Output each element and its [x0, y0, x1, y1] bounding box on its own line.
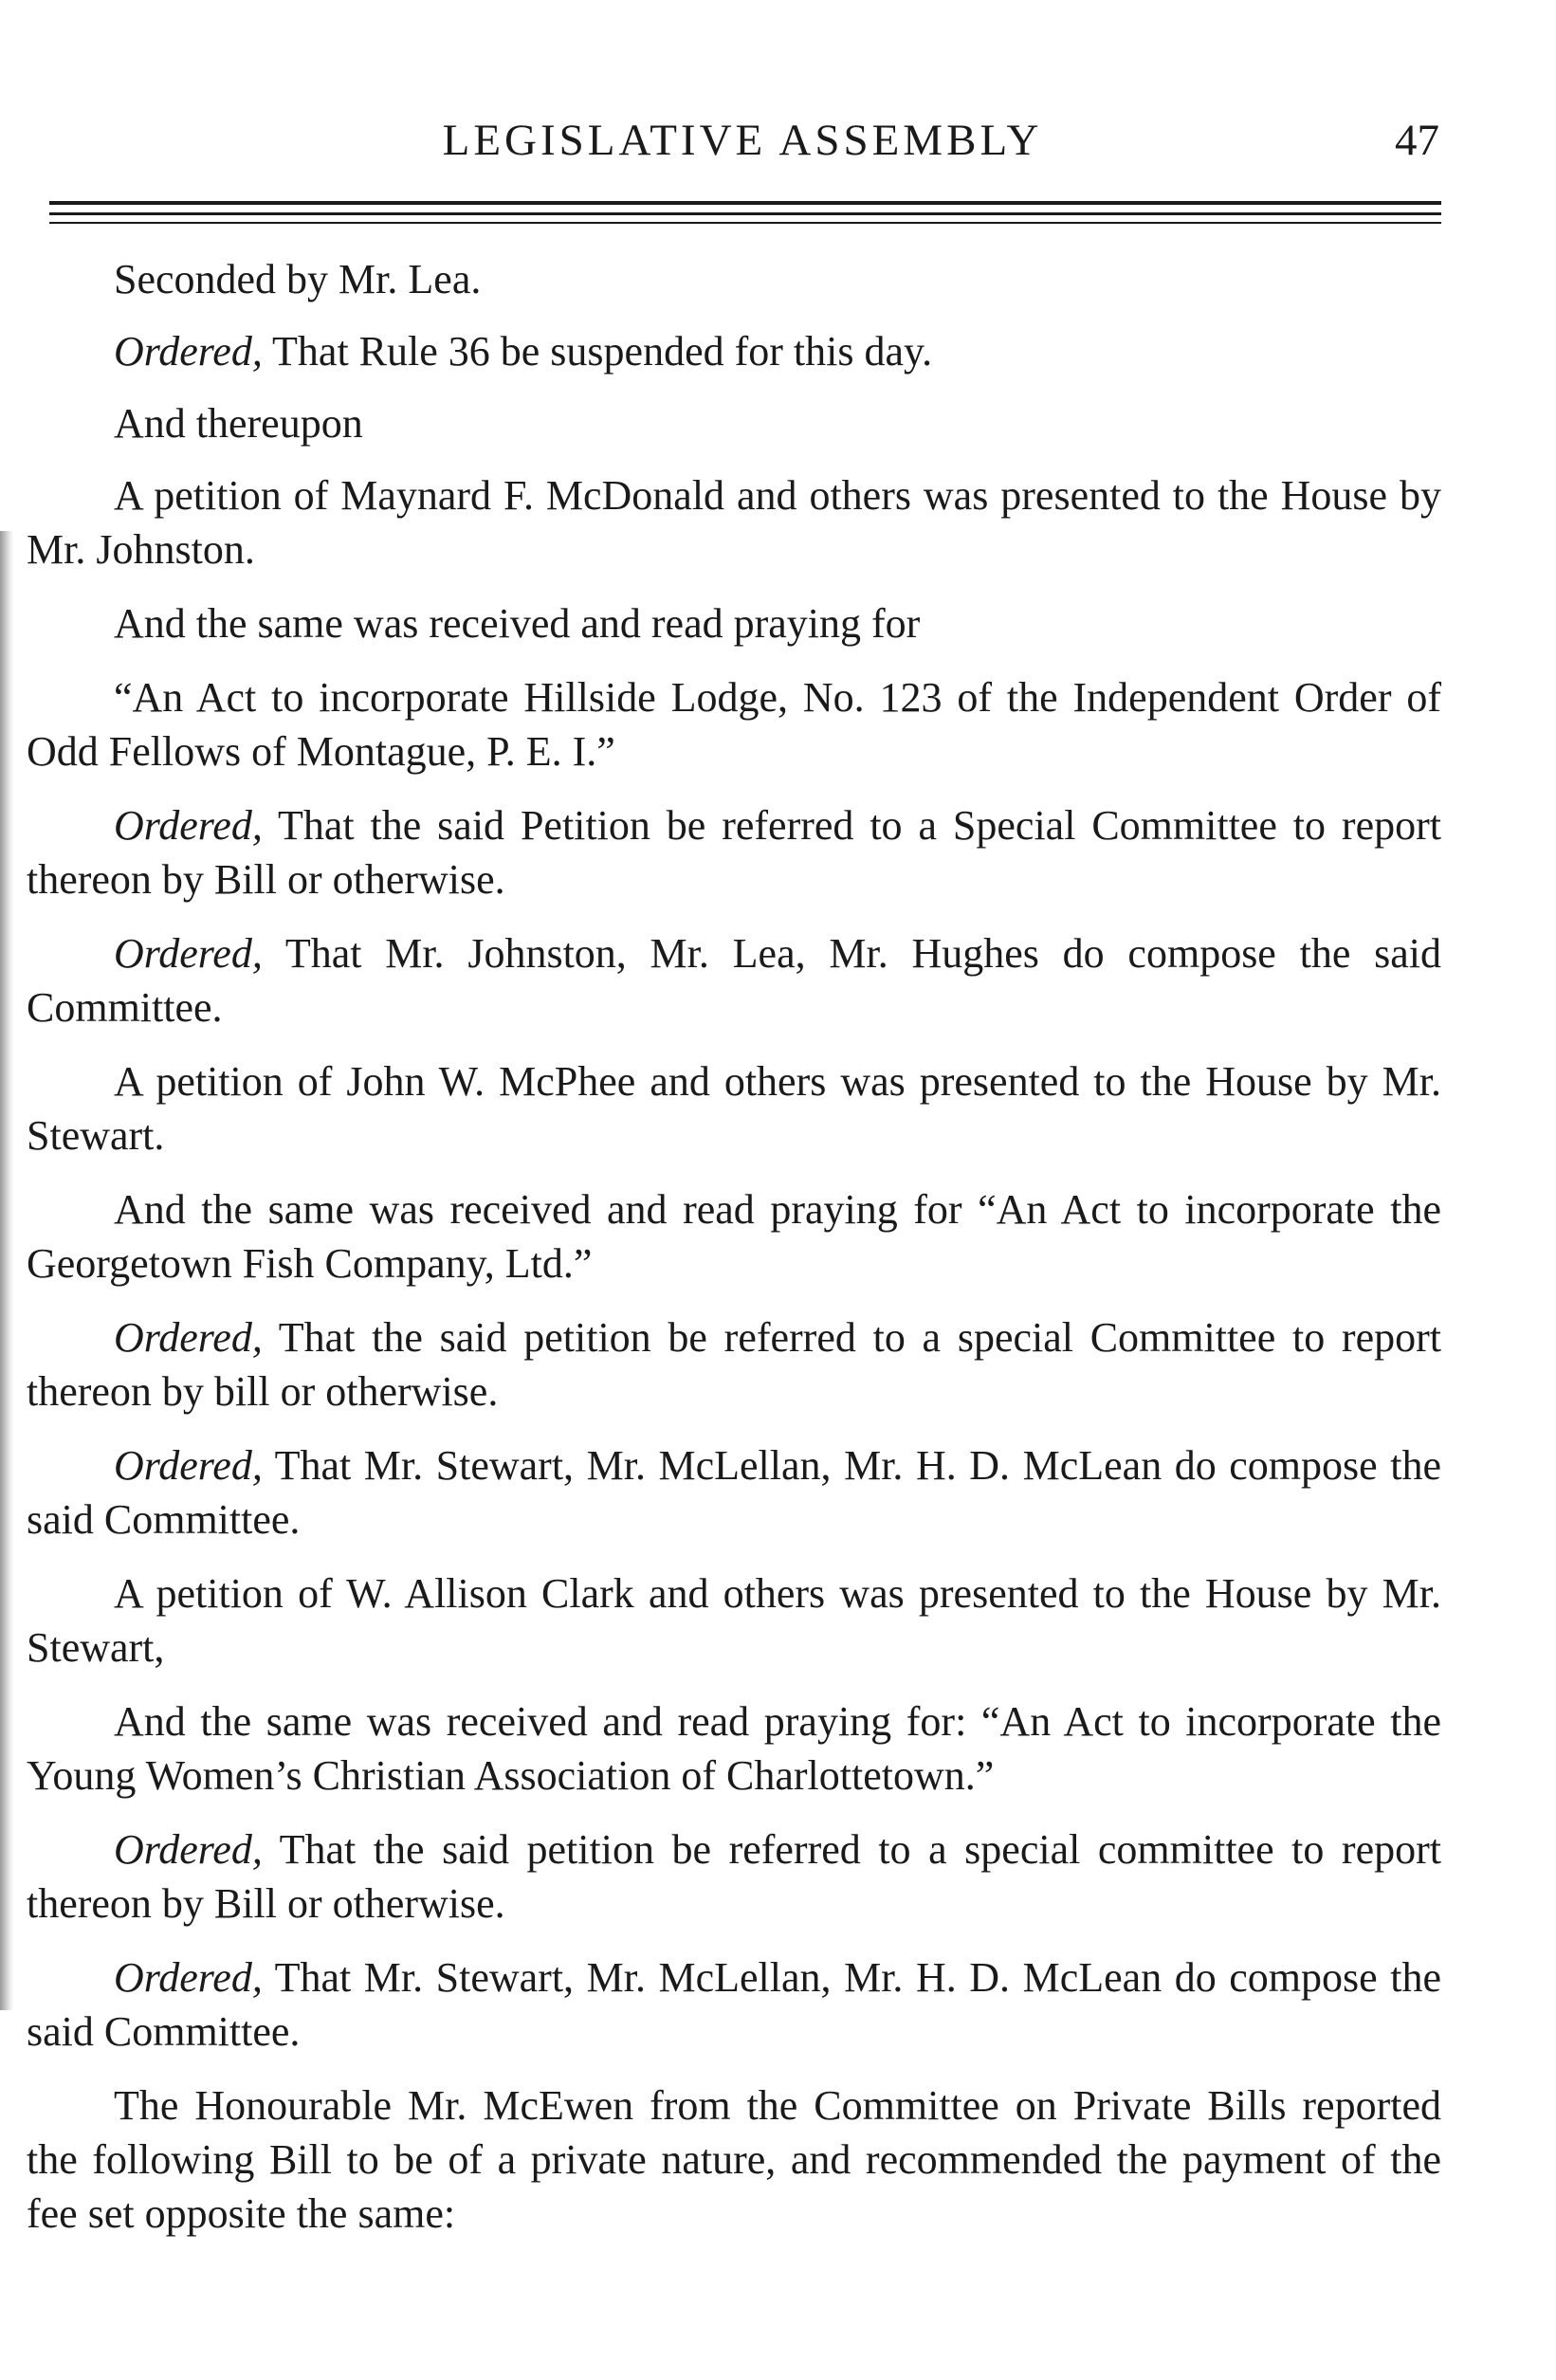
paragraph	[27, 1566, 1441, 1675]
paragraph	[27, 1182, 1441, 1291]
header-rule	[49, 212, 1441, 215]
paragraph-text: Seconded by Mr. Lea.	[114, 256, 482, 302]
paragraph-text: A petition of Maynard F. McDonald and others was presented to the House by Mr. Johnston.	[27, 472, 1441, 573]
running-title: LEGISLATIVE ASSEMBLY	[442, 116, 1043, 165]
paragraph	[27, 396, 1441, 450]
paragraph-text: That the said Petition be referred to a Special Committee to report thereon by Bill or otherwise.	[27, 802, 1441, 903]
paragraph	[27, 1694, 1441, 1803]
paragraph	[27, 324, 1441, 378]
paragraph	[27, 2078, 1441, 2241]
running-head	[46, 112, 1439, 169]
paragraph	[27, 252, 1441, 306]
page-number: 47	[1395, 116, 1439, 165]
paragraph	[27, 468, 1441, 577]
paragraph-lead: Ordered,	[114, 1826, 263, 1873]
paragraph-text: That Mr. Stewart, Mr. McLellan, Mr. H. D. McLean do compose the said Committee.	[27, 1954, 1441, 2055]
body-text	[27, 252, 1441, 2261]
paragraph-lead: Ordered,	[114, 1954, 263, 2001]
paragraph-text: And the same was received and read praying for: “An Act to incorporate the Young Women’s Christian Association of Charlottetown.”	[27, 1698, 1441, 1799]
paragraph-lead: Ordered,	[114, 1314, 263, 1361]
paragraph-text: That Rule 36 be suspended for this day.	[272, 328, 933, 375]
page-edge-shadow	[0, 531, 13, 2010]
paragraph-text: A petition of W. Allison Clark and others was presented to the House by Mr. Stewart,	[27, 1570, 1441, 1671]
paragraph-text: The Honourable Mr. McEwen from the Committee on Private Bills reported the following Bill to be of a private nature, and recommended the payment of the fee set opposite the same:	[27, 2082, 1441, 2237]
paragraph-text: And the same was received and read praying for	[114, 600, 921, 647]
header-rule	[49, 201, 1441, 205]
paragraph-lead: Ordered,	[114, 1442, 263, 1489]
paragraph	[27, 1310, 1441, 1419]
header-rule	[49, 222, 1441, 224]
paragraph-text: That the said petition be referred to a special Committee to report thereon by bill or otherwise.	[27, 1314, 1441, 1415]
paragraph-text: That Mr. Stewart, Mr. McLellan, Mr. H. D. McLean do compose the said Committee.	[27, 1442, 1441, 1543]
paragraph-text: And the same was received and read praying for “An Act to incorporate the Georgetown Fish Company, Ltd.”	[27, 1186, 1441, 1287]
paragraph-text: That the said petition be referred to a special committee to report thereon by Bill or otherwise.	[27, 1826, 1441, 1927]
paragraph-text: And thereupon	[114, 400, 363, 447]
paragraph-lead: Ordered,	[114, 328, 263, 375]
paragraph	[27, 1054, 1441, 1163]
paragraph-lead: Ordered,	[114, 930, 263, 977]
paragraph	[27, 798, 1441, 906]
paragraph	[27, 1438, 1441, 1547]
paragraph	[27, 1822, 1441, 1931]
paragraph-text: “An Act to incorporate Hillside Lodge, No. 123 of the Independent Order of Odd Fellows of Montague, P. E. I.”	[27, 674, 1441, 775]
paragraph-lead: Ordered,	[114, 802, 263, 849]
paragraph-text: A petition of John W. McPhee and others was presented to the House by Mr. Stewart.	[27, 1058, 1441, 1159]
paragraph	[27, 926, 1441, 1034]
paragraph	[27, 596, 1441, 650]
paragraph	[27, 1950, 1441, 2059]
paragraph-text: That Mr. Johnston, Mr. Lea, Mr. Hughes do compose the said Committee.	[27, 930, 1441, 1031]
paragraph	[27, 670, 1441, 778]
